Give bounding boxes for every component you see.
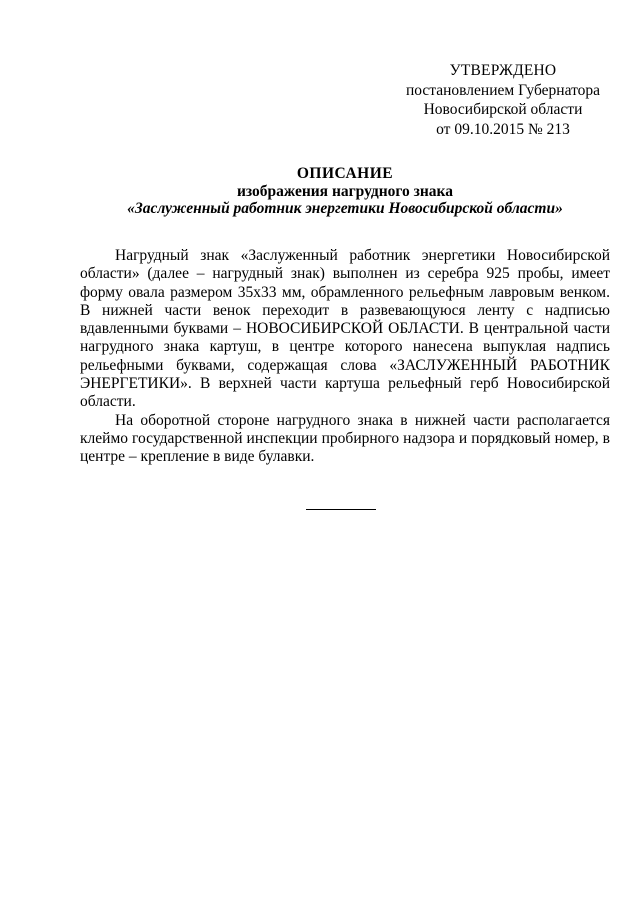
approval-stamp [398, 61, 608, 139]
approval-line-decree: постановлением Губернатора [405, 81, 601, 99]
end-divider-line [306, 509, 376, 510]
document-title: ОПИСАНИЕ [296, 165, 394, 182]
approval-heading: УТВЕРЖДЕНО [449, 62, 557, 79]
document-body [80, 247, 610, 467]
document-subtitle: изображения нагрудного знака [236, 182, 454, 200]
document-subject: «Заслуженный работник энергетики Новосибирской области» [127, 200, 563, 217]
approval-line-date-number: от 09.10.2015 № 213 [436, 120, 570, 138]
document-title-block [80, 165, 610, 218]
approval-line-region: Новосибирской области [423, 101, 583, 118]
body-paragraph-front: Нагрудный знак «Заслуженный работник энергетики Новосибирской области» (далее – нагрудный знак) выполнен из серебра 925 пробы, имеет форму овала размером 35х33 мм, обрамленного рельефным лавровым венком. В нижней части венок переходит в развевающуюся ленту с надписью вдавленными буквами – НОВОСИБИРСКОЙ ОБЛАСТИ. В центральной части нагрудного знака картуш, в центре которого нанесена выпуклая надпись рельефными буквами, содержащая слова «ЗАСЛУЖЕННЫЙ РАБОТНИК ЭНЕРГЕТИКИ». В верхней части картуша рельефный герб Новосибирской области. [80, 247, 610, 411]
body-paragraph-reverse: На оборотной стороне нагрудного знака в нижней части располагается клеймо государственной инспекции пробирного надзора и порядковый номер, в центре – крепление в виде булавки. [80, 411, 610, 466]
